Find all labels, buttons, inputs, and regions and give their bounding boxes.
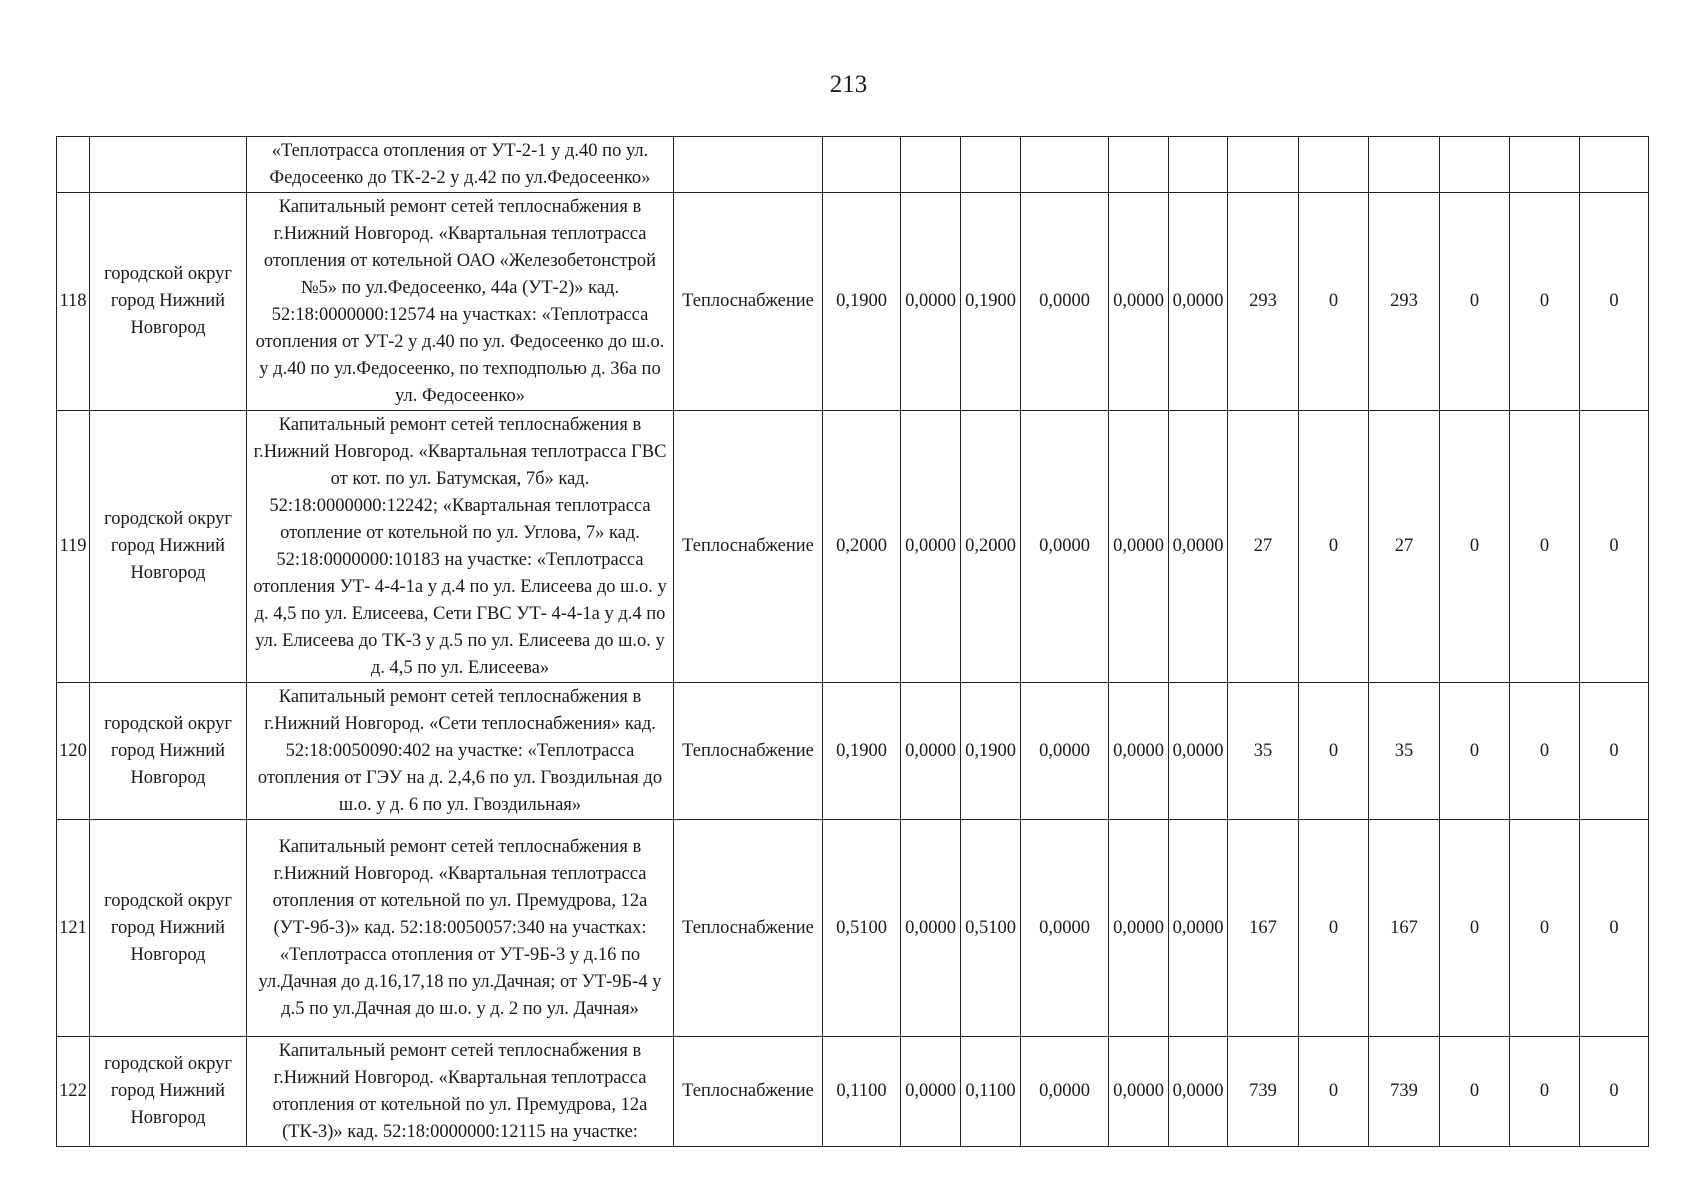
value-cell-1: 0,5100 xyxy=(823,820,901,1037)
value-cell-5: 0,0000 xyxy=(1109,683,1169,820)
district-cell: городской округ город Нижний Новгород xyxy=(90,820,247,1037)
page-number: 213 xyxy=(829,71,868,98)
value-cell-12: 0 xyxy=(1580,193,1649,411)
value-cell-10: 0 xyxy=(1440,411,1510,683)
value-cell-12 xyxy=(1580,137,1649,193)
description-cell: Капитальный ремонт сетей теплоснабжения в г.Нижний Новгород. «Квартальная теплотрасса отопления от котельной по ул. Премудрова, 12а (ТК-3)» кад. 52:18:0000000:12115 на участке: xyxy=(247,1037,674,1147)
value-cell-8: 0 xyxy=(1299,820,1369,1037)
value-cell-3 xyxy=(961,137,1021,193)
value-cell-1 xyxy=(823,137,901,193)
value-cell-9 xyxy=(1369,137,1440,193)
table-row xyxy=(57,820,1649,1037)
type-cell: Теплоснабжение xyxy=(674,411,823,683)
value-cell-5: 0,0000 xyxy=(1109,193,1169,411)
row-number: 119 xyxy=(57,411,90,683)
works-table xyxy=(56,136,1649,1147)
value-cell-4: 0,0000 xyxy=(1021,1037,1109,1147)
value-cell-9: 293 xyxy=(1369,193,1440,411)
value-cell-3: 0,5100 xyxy=(961,820,1021,1037)
value-cell-6: 0,0000 xyxy=(1169,683,1228,820)
value-cell-12: 0 xyxy=(1580,820,1649,1037)
value-cell-3: 0,1900 xyxy=(961,193,1021,411)
row-number xyxy=(57,137,90,193)
value-cell-11: 0 xyxy=(1510,1037,1580,1147)
value-cell-4 xyxy=(1021,137,1109,193)
value-cell-10: 0 xyxy=(1440,683,1510,820)
value-cell-8: 0 xyxy=(1299,1037,1369,1147)
value-cell-2: 0,0000 xyxy=(901,411,961,683)
type-cell: Теплоснабжение xyxy=(674,820,823,1037)
table-row xyxy=(57,193,1649,411)
row-number: 122 xyxy=(57,1037,90,1147)
table-row xyxy=(57,683,1649,820)
value-cell-11: 0 xyxy=(1510,411,1580,683)
value-cell-6: 0,0000 xyxy=(1169,193,1228,411)
row-number: 120 xyxy=(57,683,90,820)
district-cell: городской округ город Нижний Новгород xyxy=(90,193,247,411)
value-cell-7: 739 xyxy=(1228,1037,1299,1147)
value-cell-1: 0,1100 xyxy=(823,1037,901,1147)
district-cell: городской округ город Нижний Новгород xyxy=(90,1037,247,1147)
value-cell-2: 0,0000 xyxy=(901,193,961,411)
row-number: 118 xyxy=(57,193,90,411)
value-cell-4: 0,0000 xyxy=(1021,411,1109,683)
value-cell-9: 35 xyxy=(1369,683,1440,820)
district-cell xyxy=(90,137,247,193)
value-cell-2 xyxy=(901,137,961,193)
value-cell-10: 0 xyxy=(1440,1037,1510,1147)
value-cell-11: 0 xyxy=(1510,683,1580,820)
value-cell-4: 0,0000 xyxy=(1021,193,1109,411)
value-cell-8: 0 xyxy=(1299,411,1369,683)
description-cell: Капитальный ремонт сетей теплоснабжения в г.Нижний Новгород. «Квартальная теплотрасса отопления от котельной ОАО «Железобетонстрой №5» по ул.Федосеенко, 44а (УТ-2)» кад. 52:18:0000000:12574 на участках: «Теплотрасса отопления от УТ-2 у д.40 по ул. Федосеенко до ш.о. у д.40 по ул.Федосеенко, по техподполью д. 36а по ул. Федосеенко» xyxy=(247,193,674,411)
type-cell xyxy=(674,137,823,193)
description-cell: Капитальный ремонт сетей теплоснабжения в г.Нижний Новгород. «Квартальная теплотрасса ГВС от кот. по ул. Батумская, 7б» кад. 52:18:0000000:12242; «Квартальная теплотрасса отопление от котельной по ул. Углова, 7» кад. 52:18:0000000:10183 на участке: «Теплотрасса отопления УТ- 4-4-1а у д.4 по ул. Елисеева до ш.о. у д. 4,5 по ул. Елисеева, Сети ГВС УТ- 4-4-1а у д.4 по ул. Елисеева до ТК-3 у д.5 по ул. Елисеева до ш.о. у д. 4,5 по ул. Елисеева» xyxy=(247,411,674,683)
value-cell-5 xyxy=(1109,137,1169,193)
value-cell-6: 0,0000 xyxy=(1169,411,1228,683)
value-cell-6: 0,0000 xyxy=(1169,1037,1228,1147)
row-number: 121 xyxy=(57,820,90,1037)
value-cell-6 xyxy=(1169,137,1228,193)
value-cell-10: 0 xyxy=(1440,193,1510,411)
type-cell: Теплоснабжение xyxy=(674,193,823,411)
value-cell-10 xyxy=(1440,137,1510,193)
value-cell-9: 167 xyxy=(1369,820,1440,1037)
value-cell-9: 739 xyxy=(1369,1037,1440,1147)
value-cell-2: 0,0000 xyxy=(901,820,961,1037)
value-cell-10: 0 xyxy=(1440,820,1510,1037)
description-cell: Капитальный ремонт сетей теплоснабжения в г.Нижний Новгород. «Сети теплоснабжения» кад. 52:18:0050090:402 на участке: «Теплотрасса отопления от ГЭУ на д. 2,4,6 по ул. Гвоздильная до ш.о. у д. 6 по ул. Гвоздильная» xyxy=(247,683,674,820)
value-cell-7: 35 xyxy=(1228,683,1299,820)
table-row xyxy=(57,137,1649,193)
district-cell: городской округ город Нижний Новгород xyxy=(90,683,247,820)
value-cell-8: 0 xyxy=(1299,683,1369,820)
value-cell-1: 0,2000 xyxy=(823,411,901,683)
value-cell-11: 0 xyxy=(1510,820,1580,1037)
value-cell-12: 0 xyxy=(1580,411,1649,683)
value-cell-7 xyxy=(1228,137,1299,193)
value-cell-8: 0 xyxy=(1299,193,1369,411)
value-cell-11 xyxy=(1510,137,1580,193)
value-cell-12: 0 xyxy=(1580,1037,1649,1147)
value-cell-5: 0,0000 xyxy=(1109,1037,1169,1147)
description-cell: Капитальный ремонт сетей теплоснабжения в г.Нижний Новгород. «Квартальная теплотрасса отопления от котельной по ул. Премудрова, 12а (УТ-9б-3)» кад. 52:18:0050057:340 на участках: «Теплотрасса отопления от УТ-9Б-3 у д.16 по ул.Дачная до д.16,17,18 по ул.Дачная; от УТ-9Б-4 у д.5 по ул.Дачная до ш.о. у д. 2 по ул. Дачная» xyxy=(247,820,674,1037)
description-cell: «Теплотрасса отопления от УТ-2-1 у д.40 по ул. Федосеенко до ТК-2-2 у д.42 по ул.Федосеенко» xyxy=(247,137,674,193)
value-cell-2: 0,0000 xyxy=(901,1037,961,1147)
district-cell: городской округ город Нижний Новгород xyxy=(90,411,247,683)
value-cell-4: 0,0000 xyxy=(1021,683,1109,820)
value-cell-5: 0,0000 xyxy=(1109,820,1169,1037)
value-cell-1: 0,1900 xyxy=(823,193,901,411)
value-cell-9: 27 xyxy=(1369,411,1440,683)
value-cell-7: 27 xyxy=(1228,411,1299,683)
value-cell-1: 0,1900 xyxy=(823,683,901,820)
value-cell-7: 167 xyxy=(1228,820,1299,1037)
type-cell: Теплоснабжение xyxy=(674,1037,823,1147)
type-cell: Теплоснабжение xyxy=(674,683,823,820)
value-cell-3: 0,1100 xyxy=(961,1037,1021,1147)
value-cell-2: 0,0000 xyxy=(901,683,961,820)
table-row xyxy=(57,1037,1649,1147)
value-cell-8 xyxy=(1299,137,1369,193)
value-cell-3: 0,1900 xyxy=(961,683,1021,820)
value-cell-11: 0 xyxy=(1510,193,1580,411)
value-cell-3: 0,2000 xyxy=(961,411,1021,683)
value-cell-12: 0 xyxy=(1580,683,1649,820)
value-cell-4: 0,0000 xyxy=(1021,820,1109,1037)
table-row xyxy=(57,411,1649,683)
value-cell-5: 0,0000 xyxy=(1109,411,1169,683)
value-cell-6: 0,0000 xyxy=(1169,820,1228,1037)
value-cell-7: 293 xyxy=(1228,193,1299,411)
